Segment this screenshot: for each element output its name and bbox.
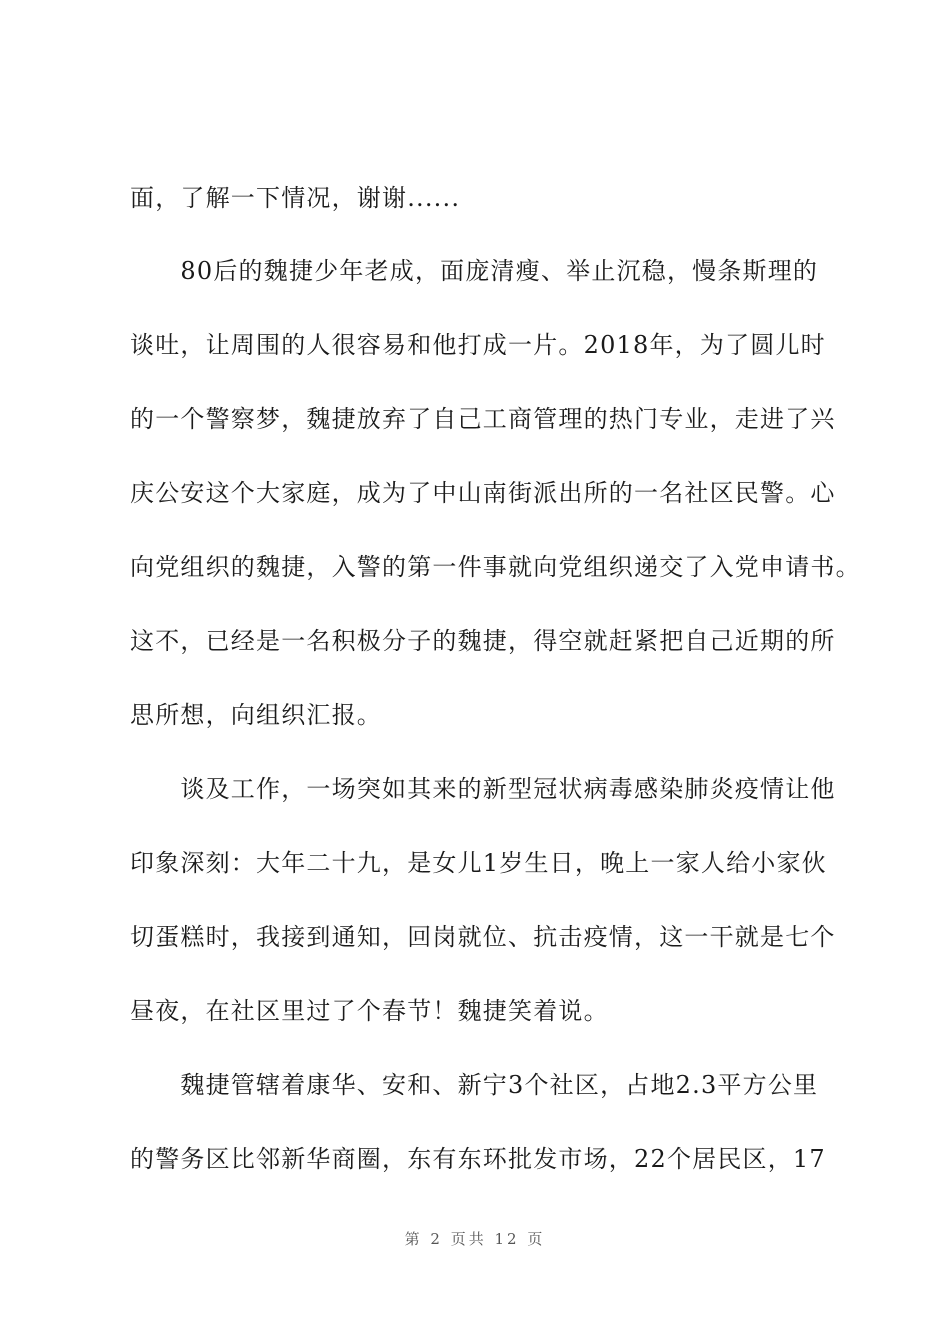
body-text-line: 谈及工作，一场突如其来的新型冠状病毒感染肺炎疫情让他 — [130, 775, 836, 803]
body-text-line: 谈吐，让周围的人很容易和他打成一片。2018年，为了圆儿时 — [130, 331, 826, 359]
body-text-line: 魏捷管辖着康华、安和、新宁3个社区，占地2.3平方公里 — [130, 1071, 819, 1099]
body-text-line: 切蛋糕时，我接到通知，回岗就位、抗击疫情，这一干就是七个 — [130, 923, 836, 951]
body-text-line: 80后的魏捷少年老成，面庞清瘦、举止沉稳，慢条斯理的 — [130, 257, 819, 285]
body-text-line: 的一个警察梦，魏捷放弃了自己工商管理的热门专业，走进了兴 — [130, 405, 836, 433]
body-text-line: 这不，已经是一名积极分子的魏捷，得空就赶紧把自己近期的所 — [130, 627, 836, 655]
body-text-line: 昼夜，在社区里过了个春节！魏捷笑着说。 — [130, 997, 609, 1025]
body-text-line: 的警务区比邻新华商圈，东有东环批发市场，22个居民区，17 — [130, 1145, 826, 1173]
body-text-line: 面，了解一下情况，谢谢...... — [130, 184, 461, 212]
body-text-line: 向党组织的魏捷，入警的第一件事就向党组织递交了入党申请书。 — [130, 553, 861, 581]
body-text-line: 印象深刻：大年二十九，是女儿1岁生日，晚上一家人给小家伙 — [130, 849, 827, 877]
body-text-line: 思所想，向组织汇报。 — [130, 701, 382, 729]
body-text-line: 庆公安这个大家庭，成为了中山南街派出所的一名社区民警。心 — [130, 479, 836, 507]
page-number-footer: 第 2 页共 12 页 — [404, 1230, 546, 1248]
